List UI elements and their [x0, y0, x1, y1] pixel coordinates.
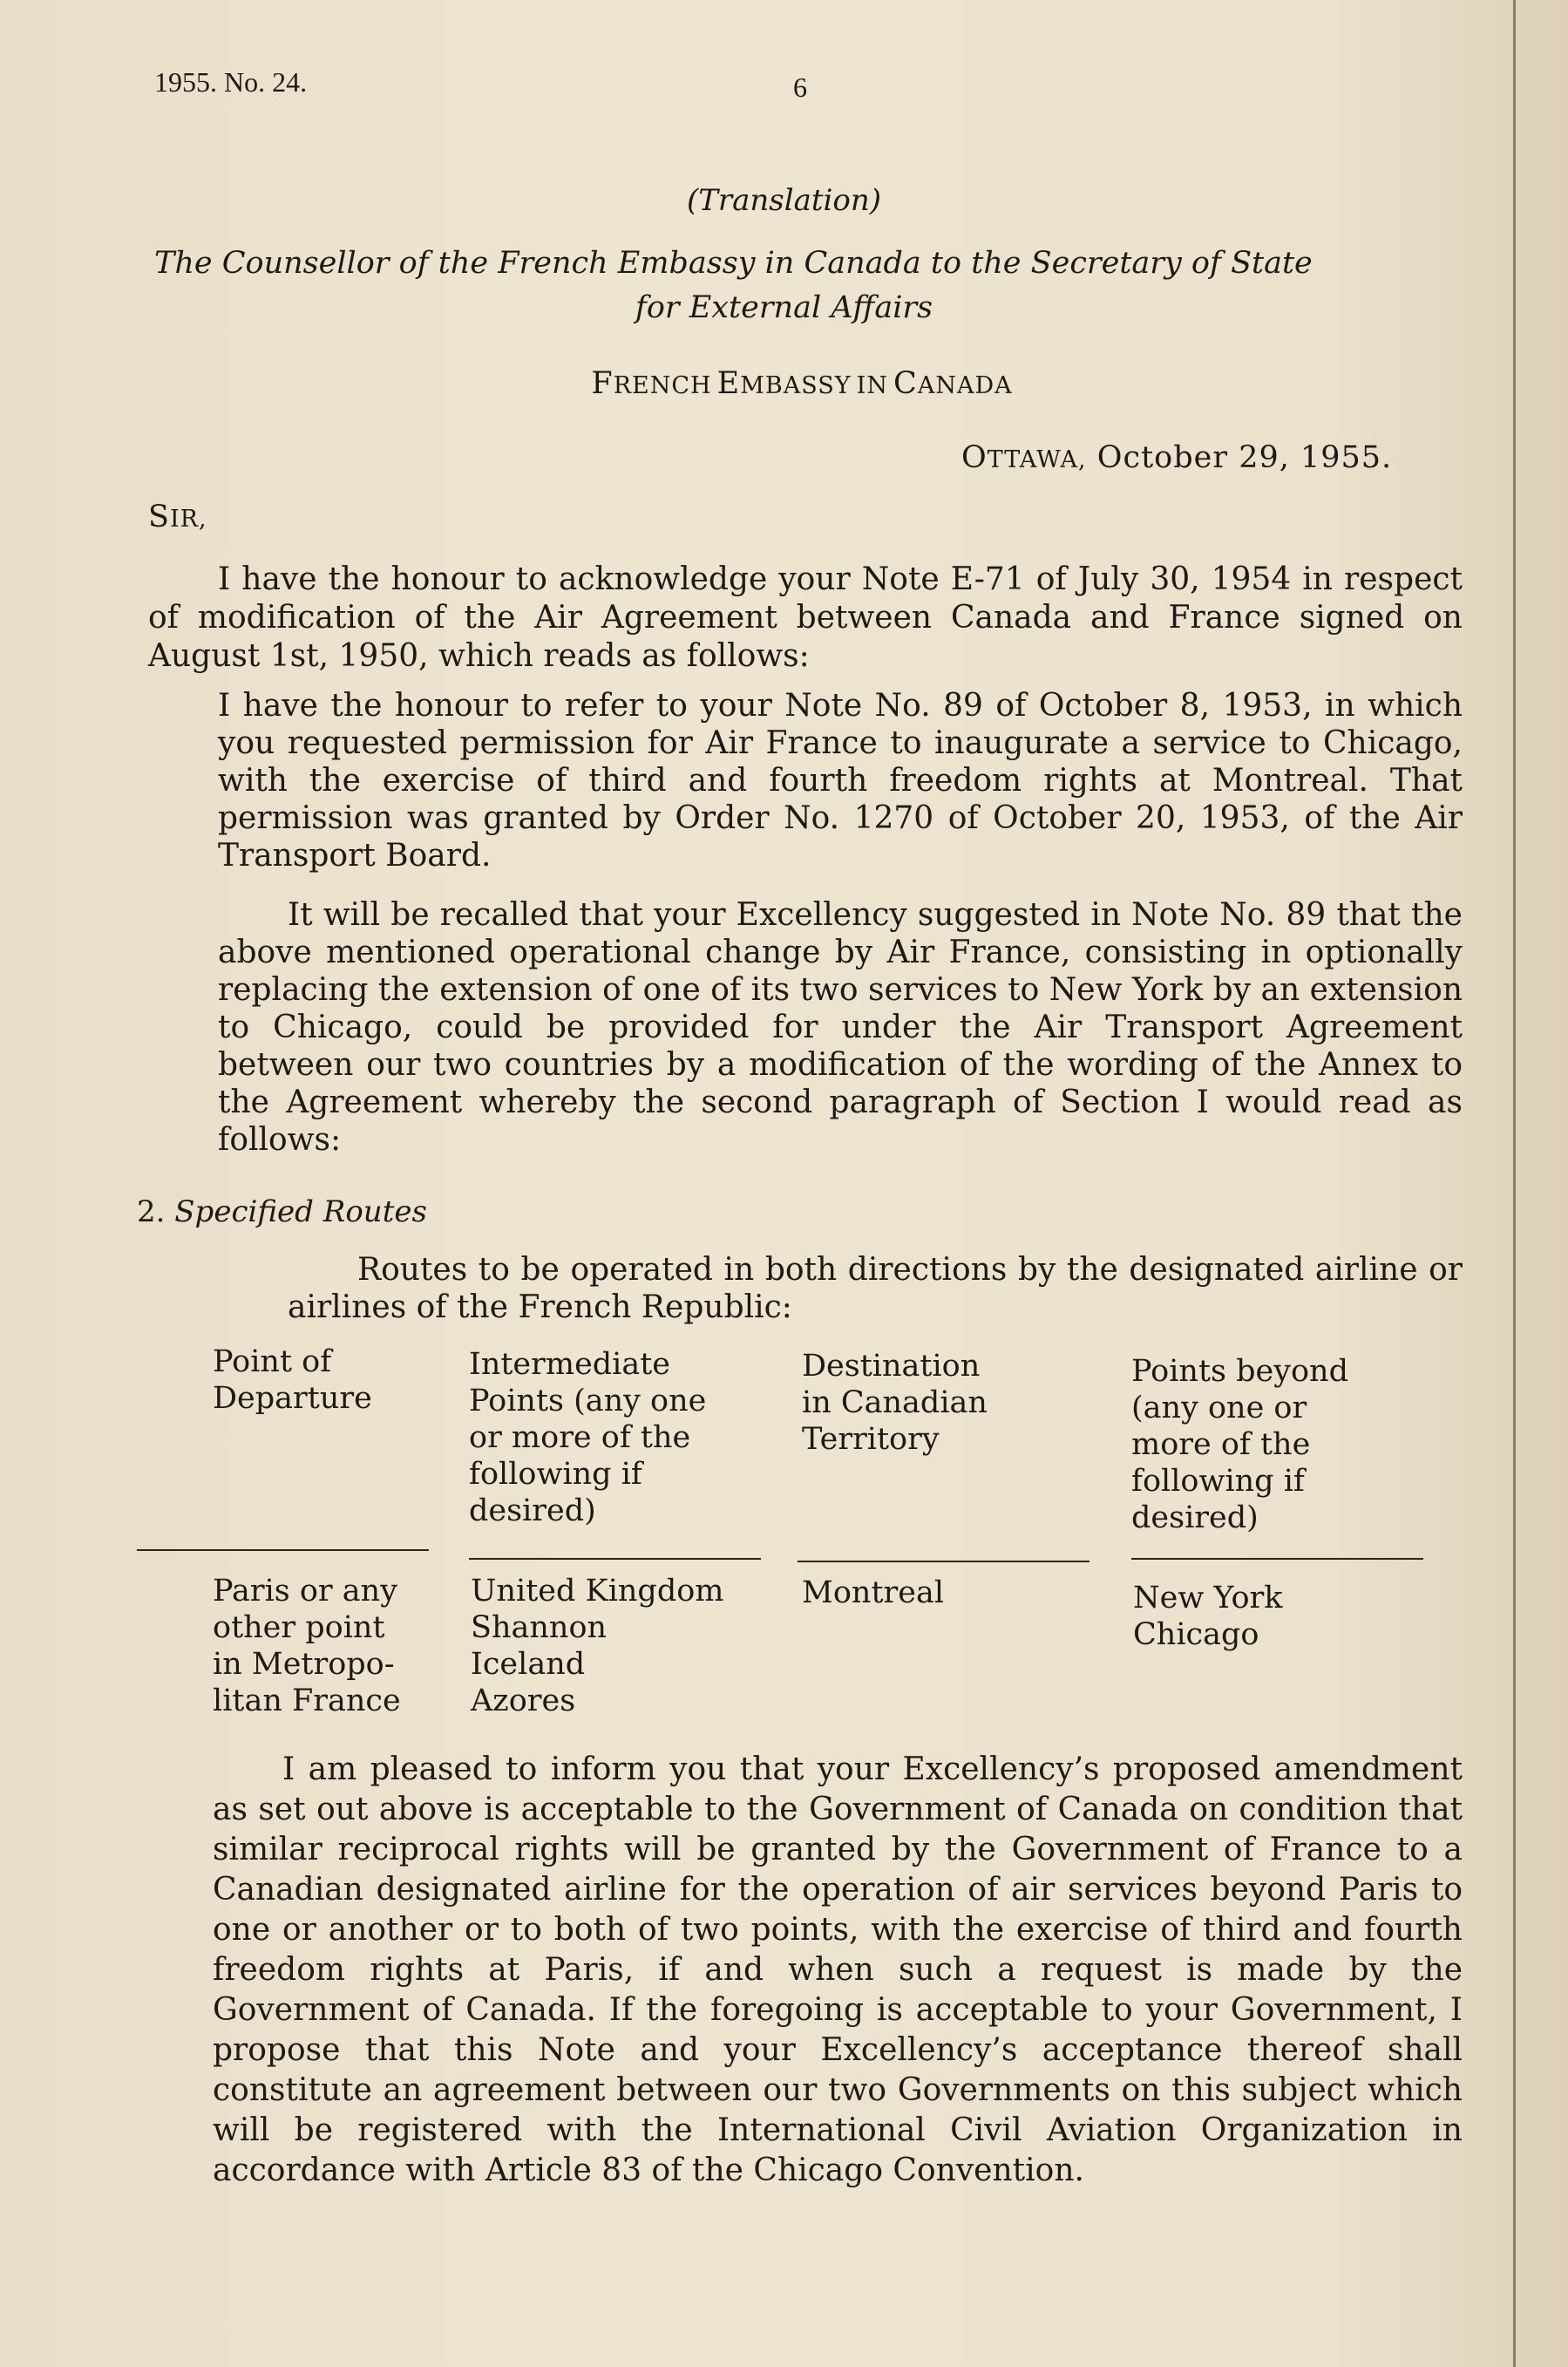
salutation-rest: IR,	[169, 506, 207, 533]
cell-line: Shannon	[471, 1610, 608, 1645]
header-line: desired)	[469, 1493, 596, 1528]
salutation-cap: S	[148, 500, 170, 534]
section-title: Specified Routes	[174, 1194, 427, 1229]
embassy-rest3: ANADA	[917, 372, 1013, 399]
place-rest: TTAWA,	[987, 446, 1087, 473]
table-header-intermediate	[469, 1346, 706, 1529]
cell-line: Montreal	[802, 1575, 945, 1610]
header-line: Territory	[802, 1422, 940, 1457]
paragraph-acknowledge: I have the honour to acknowledge your Note E-71 of July 30, 1954 in respect of modification of the Air Agreement between Canada and France signed on August 1st, 1950, which reads as follows:	[148, 561, 1463, 674]
header-line: desired)	[1131, 1500, 1259, 1535]
header-line: Point of	[213, 1344, 332, 1379]
cell-line: other point	[213, 1610, 385, 1645]
binding-edge-line	[1513, 0, 1516, 2367]
table-cell-intermediate	[471, 1573, 724, 1719]
letter-title-line2: for External Affairs	[635, 290, 933, 325]
header-line: following if	[1131, 1464, 1305, 1499]
table-cell-beyond	[1133, 1580, 1283, 1653]
header-year-number: 1955. No. 24.	[154, 66, 308, 98]
table-header-destination	[802, 1348, 988, 1458]
header-line: or more of the	[469, 1420, 691, 1455]
cell-line: in Metropo-	[213, 1647, 395, 1682]
cell-line: New York	[1133, 1581, 1283, 1615]
header-line: Points (any one	[469, 1384, 707, 1418]
table-header-beyond	[1131, 1353, 1348, 1536]
header-line: in Canadian	[802, 1385, 988, 1420]
embassy-heading	[0, 366, 1568, 401]
header-line: Points beyond	[1131, 1354, 1348, 1389]
table-cell-destination	[802, 1575, 944, 1611]
embassy-cap2: E	[716, 366, 741, 401]
cell-line: Chicago	[1133, 1617, 1259, 1652]
section-number: 2.	[137, 1194, 166, 1229]
header-line: (any one or	[1131, 1391, 1307, 1425]
translation-label: (Translation)	[686, 183, 882, 218]
embassy-in: IN	[856, 372, 888, 399]
letter-title-line1: The Counsellor of the French Embassy in Canada to the Secretary of State	[154, 246, 1313, 281]
embassy-rest1: RENCH	[613, 372, 712, 399]
embassy-cap1: F	[591, 366, 614, 401]
letter-date: October 29, 1955.	[1096, 440, 1393, 475]
header-line: following if	[469, 1457, 642, 1492]
section-heading	[137, 1194, 427, 1229]
header-line: Intermediate	[469, 1347, 671, 1382]
table-rule-beyond	[1131, 1558, 1423, 1560]
header-line: Destination	[802, 1349, 981, 1384]
place-date	[961, 440, 1392, 475]
cell-line: litan France	[213, 1683, 401, 1718]
cell-line: United Kingdom	[471, 1574, 724, 1609]
cell-line: Azores	[471, 1683, 576, 1718]
cell-line: Paris or any	[213, 1574, 397, 1609]
quote-paragraph-1: I have the honour to refer to your Note No. 89 of October 8, 1953, in which you requested permission for Air France to inaugurate a service to Chicago, with the exercise of third and fourth freedom rights at Montreal. That permission was granted by Order No. 1270 of October 20, 1953, of the Air Transport Board.	[218, 688, 1463, 874]
paragraph-acceptance: I am pleased to inform you that your Excellency’s proposed amendment as set out above is acceptable to the Government of Canada on condition that similar reciprocal rights will be granted by the Government of France to a Canadian designated airline for the operation of air services beyond Paris to one or another or to both of two points, with the exercise of third and fourth freedom rights at Paris, if and when such a request is made by the Government of Canada. If the foregoing is acceptable to your Government, I propose that this Note and your Excellency’s acceptance thereof shall constitute an agreement between our two Governments on this subject which will be registered with the International Civil Aviation Organization in accordance with Article 83 of the Chicago Convention.	[213, 1751, 1463, 2188]
table-rule-destination	[798, 1561, 1089, 1562]
quote-paragraph-2: It will be recalled that your Excellency suggested in Note No. 89 that the above mentioned operational change by Air France, consisting in optionally replacing the extension of one of its two services to New York by an extension to Chicago, could be provided for under the Air Transport Agreement between our two countries by a modification of the wording of the Annex to the Agreement whereby the second paragraph of Section I would read as follows:	[218, 897, 1463, 1158]
header-line: more of the	[1131, 1427, 1311, 1462]
salutation	[148, 500, 207, 534]
place-cap: O	[961, 440, 988, 475]
table-rule-departure	[137, 1549, 429, 1551]
header-line: Departure	[213, 1381, 372, 1416]
cell-line: Iceland	[471, 1647, 586, 1682]
table-rule-intermediate	[469, 1558, 761, 1560]
table-cell-departure	[213, 1573, 401, 1719]
embassy-rest2: MBASSY	[740, 372, 852, 399]
embassy-cap3: C	[893, 366, 918, 401]
page-number: 6	[793, 71, 807, 103]
table-header-departure	[213, 1343, 372, 1417]
section-intro: Routes to be operated in both directions by the designated airline or airlines of the French Republic:	[288, 1252, 1463, 1325]
